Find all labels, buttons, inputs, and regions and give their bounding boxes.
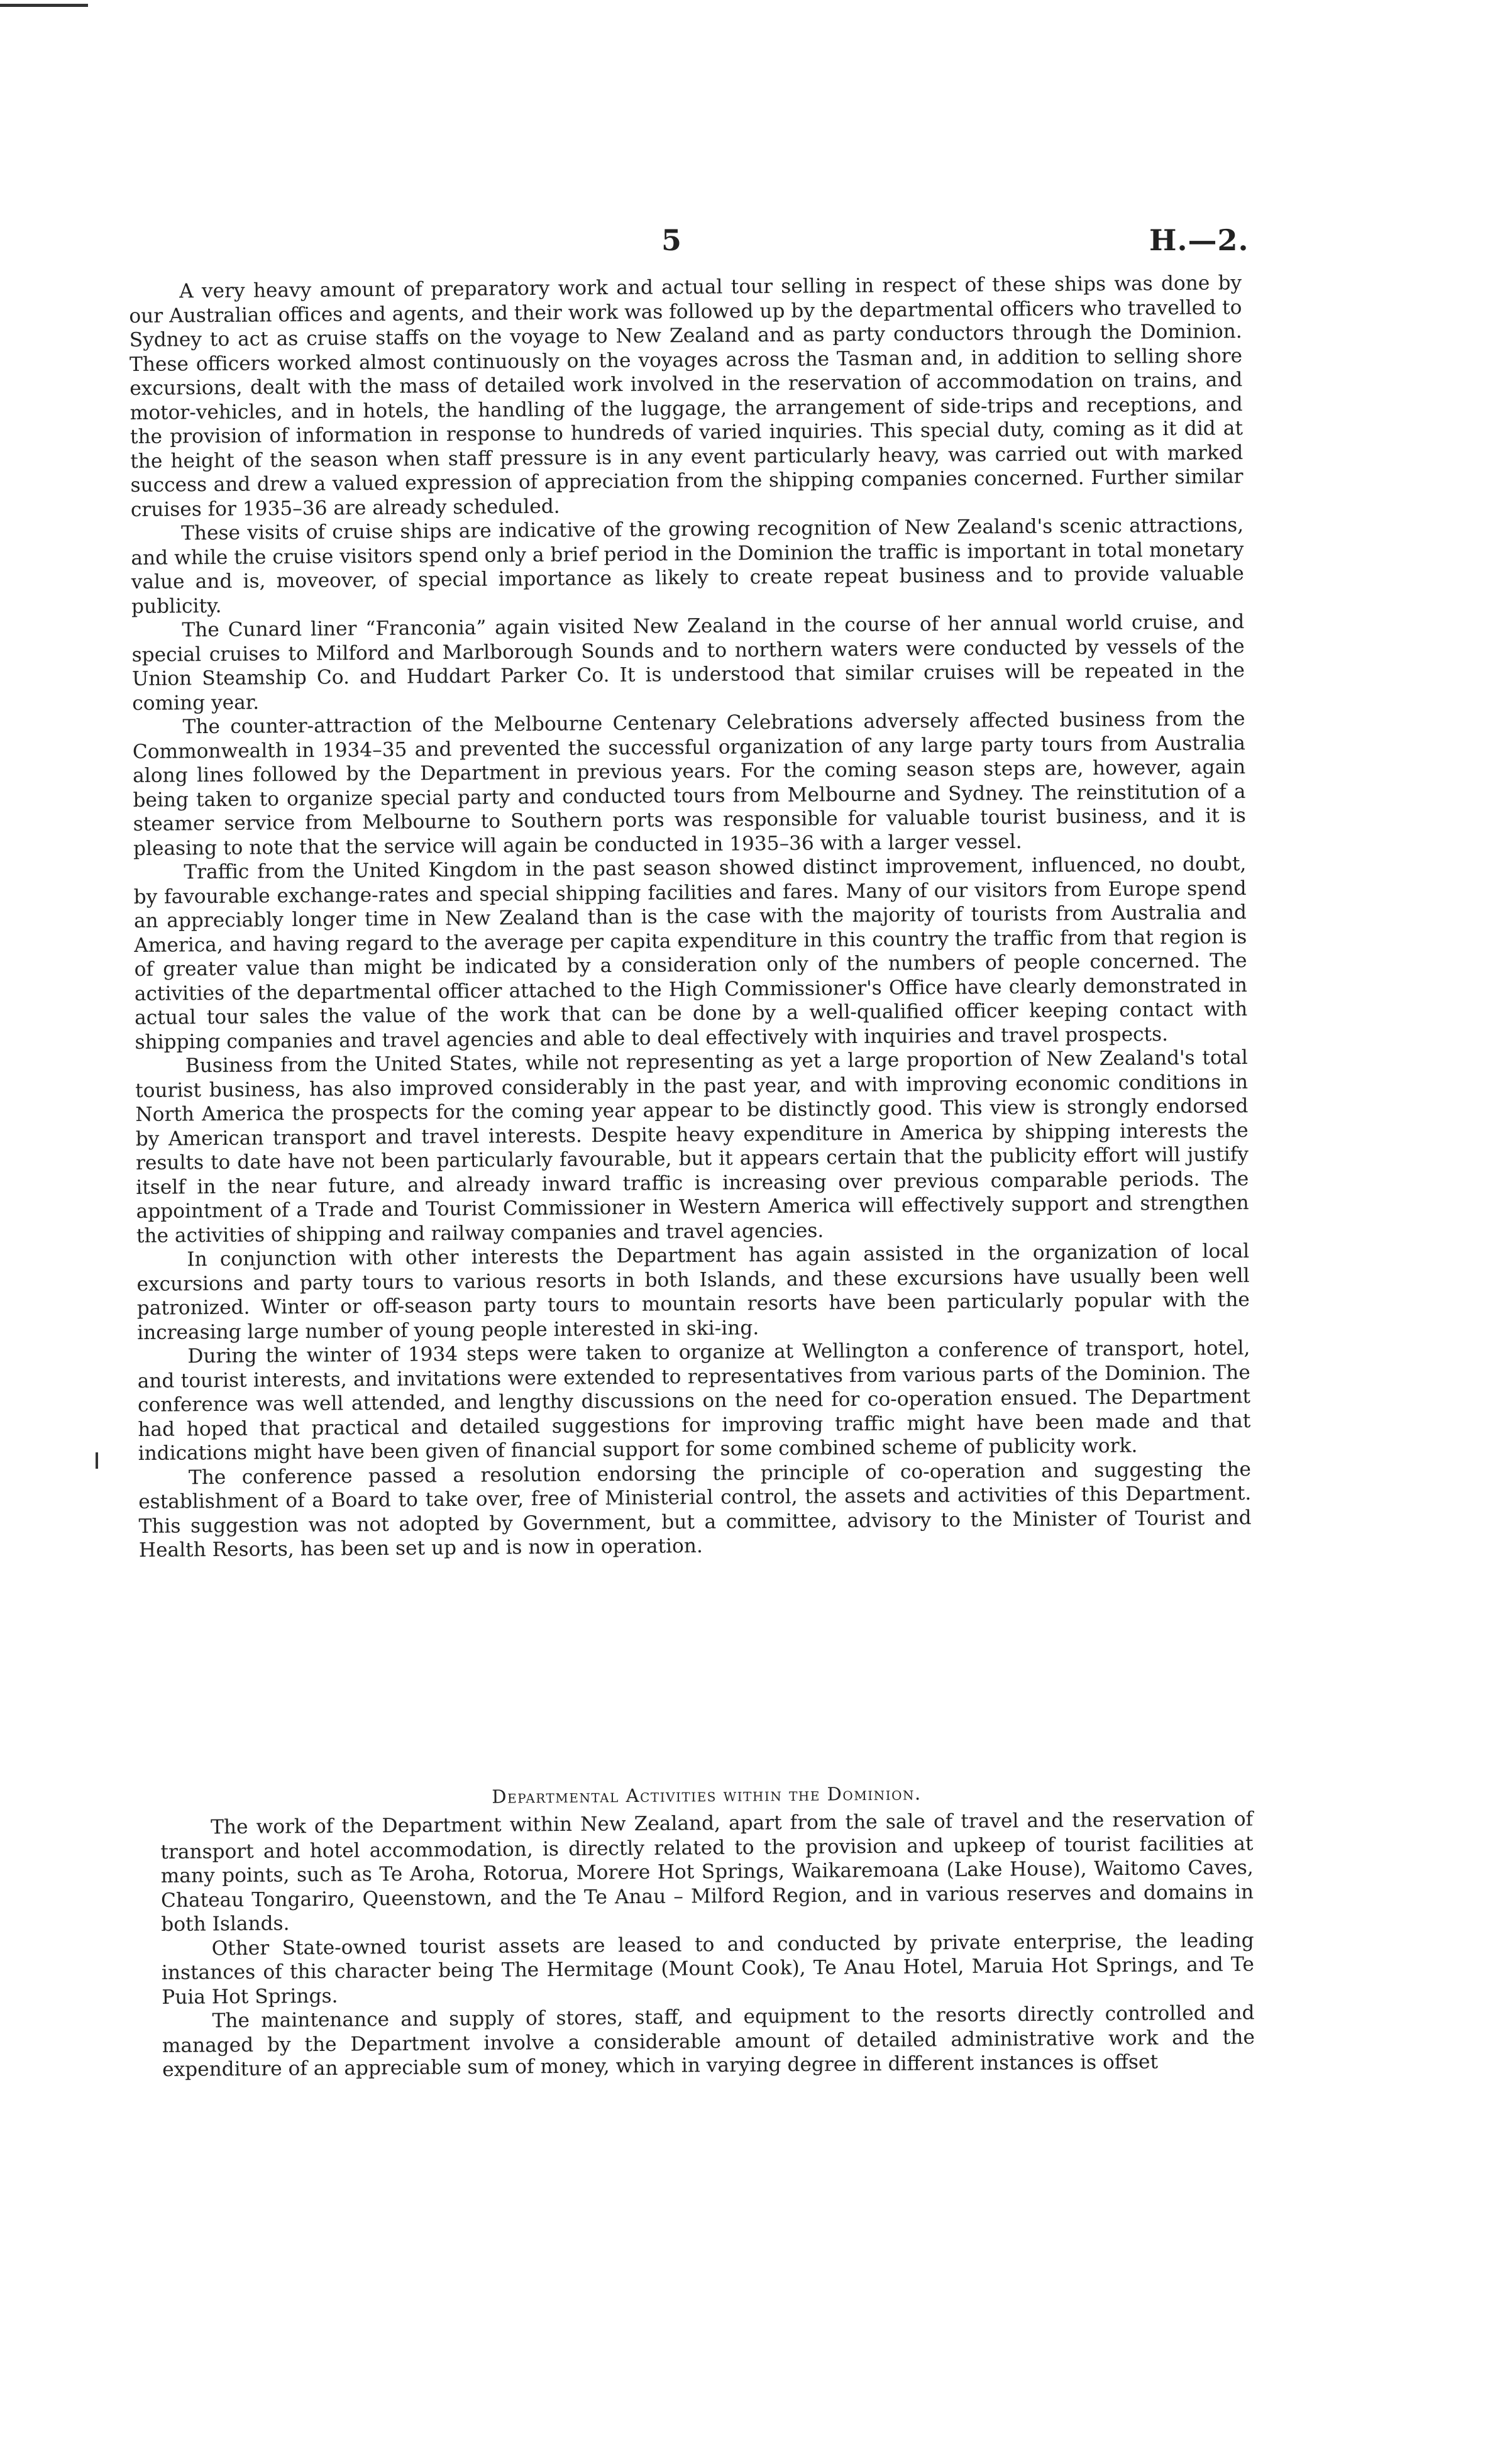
page-header [0,223,1500,261]
paragraph-united-states: Business from the United States, while not representing as yet a large proportion of New Zealand's total tourist business, has also improved considerably in the past year, and with improving economic conditions in North America the prospects for the coming year appear to be distinctly good. This view is strongly endorsed by American transport and travel interests. Despite heavy expenditure in America by shipping interests the results to date have not been particularly favourable, but it appears certain that the publicity effort will justify itself in the near future, and already inward traffic is increasing over previous comparable periods. The appointment of a Trade and Tourist Commissioner in Western America will effectively support and strengthen the activities of shipping and railway companies and travel agencies. [135,1046,1249,1247]
paragraph-maintenance-supply: The maintenance and supply of stores, staff, and equipment to the resorts directly controlled and managed by the Department involve a considerable amount of detailed administrative work and the expenditure of an appreciable sum of money, which in varying degree in different instances is offset [162,2001,1255,2081]
paragraph-conference-resolution: The conference passed a resolution endorsing the principle of co-operation and suggesting the establishment of a Board to take over, free of Ministerial control, the assets and activities of this Department. This suggestion was not adopted by Government, but a committee, advisory to the Minister of Tourist and Health Resorts, has been set up and is now in operation. [138,1457,1252,1562]
paragraph-melbourne-centenary: The counter-attraction of the Melbourne Centenary Celebrations adversely affected business from the Commonwealth in 1934–35 and prevented the successful organization of any large party tours from Australia along lines followed by the Department in previous years. For the coming season steps are, however, again being taken to organize special party and conducted tours from Melbourne and Sydney. The reinstitution of a steamer service from Melbourne to Southern ports was responsible for valuable tourist business, and it is pleasing to note that the service will again be conducted in 1935–36 with a larger vessel. [132,707,1246,860]
paragraph-leased-assets: Other State-owned tourist assets are leased to and conducted by private enterprise, the leading instances of this character being The Hermitage (Mount Cook), Te Anau Hotel, Maruia Hot Springs, and Te Puia Hot Springs. [161,1928,1255,2009]
paragraph-local-excursions: In conjunction with other interests the Department has again assisted in the organization of local excursions and party tours to various resorts in both Islands, and these excursions have usually been well patronized. Winter or off-season party tours to mountain resorts have been particularly popular with the increasing large number of young people interested in ski-ing. [136,1240,1250,1344]
document-reference: H.—2. [1149,223,1249,257]
top-edge-rule [0,4,88,7]
paragraph-wellington-conference: During the winter of 1934 steps were taken to organize at Wellington a conference of transport, hotel, and tourist interests, and invitations were extended to representatives from various parts of the Dominion. The conference was well attended, and lengthy discussions on the need for co-operation ensued. The Department had hoped that practical and detailed suggestions for improving traffic might have been made and that indications might have been given of financial support for some combined scheme of publicity work. [137,1337,1251,1465]
paragraph-cruise-visits: These visits of cruise ships are indicative of the growing recognition of New Zealand's scenic attractions, and while the cruise visitors spend only a brief period in the Dominion the traffic is important in total monetary value and is, moveover, of special importance as likely to create repeat business and to provide valuable publicity. [131,514,1244,618]
paragraph-franconia: The Cunard liner “Franconia” again visited New Zealand in the course of her annual world cruise, and special cruises to Milford and Marlborough Sounds and to northern waters were conducted by vessels of the Union Steamship Co. and Huddart Parker Co. It is understood that similar cruises will be repeated in the coming year. [131,610,1245,715]
paragraph-cruise-preparation: A very heavy amount of preparatory work and actual tour selling in respect of these ships was done by our Australian offices and agents, and their work was followed up by the departmental officers who travelled to Sydney to act as cruise staffs on the voyage to New Zealand and as party conductors through the Dominion. These officers worked almost continuously on the voyages across the Tasman and, in addition to selling shore excursions, dealt with the mass of detailed work involved in the reservation of accommodation on trains, and motor-vehicles, and in hotels, the handling of the luggage, the arrangement of side-trips and receptions, and the provision of information in response to hundreds of varied inquiries. This special duty, coming as it did at the height of the season when staff pressure is in any event particularly heavy, was carried out with marked success and drew a valued expression of appreciation from the shipping companies concerned. Further similar cruises for 1935–36 are already scheduled. [129,272,1244,521]
section-body-text [160,1807,1255,2082]
body-text [129,271,1252,1562]
page-number: 5 [661,223,682,257]
paragraph-united-kingdom: Traffic from the United Kingdom in the past season showed distinct improvement, influenced, no doubt, by favourable exchange-rates and special shipping facilities and fares. Many of our visitors from Europe spend an appreciably longer time in New Zealand than is the case with the majority of tourists from Australia and America, and having regard to the average per capita expenditure in this country the traffic from that region is of greater value than might be indicated by a consideration only of the numbers of people concerned. The activities of the departmental officer attached to the High Commissioner's Office have clearly demonstrated in actual tour sales the value of the work that can be done by a well-qualified officer keeping contact with shipping companies and travel agencies and able to deal effectively with inquiries and travel prospects. [133,853,1248,1054]
section-heading: Departmental Activities within the Dominion. [492,1782,922,1808]
margin-mark [96,1452,98,1469]
paragraph-department-work: The work of the Department within New Zealand, apart from the sale of travel and the reservation of transport and hotel accommodation, is directly related to the provision and upkeep of tourist facilities at many points, such as Te Aroha, Rotorua, Morere Hot Springs, Waikaremoana (Lake House), Waitomo Caves, Chateau Tongariro, Queenstown, and the Te Anau – Milford Region, and in various reserves and domains in both Islands. [160,1808,1254,1936]
